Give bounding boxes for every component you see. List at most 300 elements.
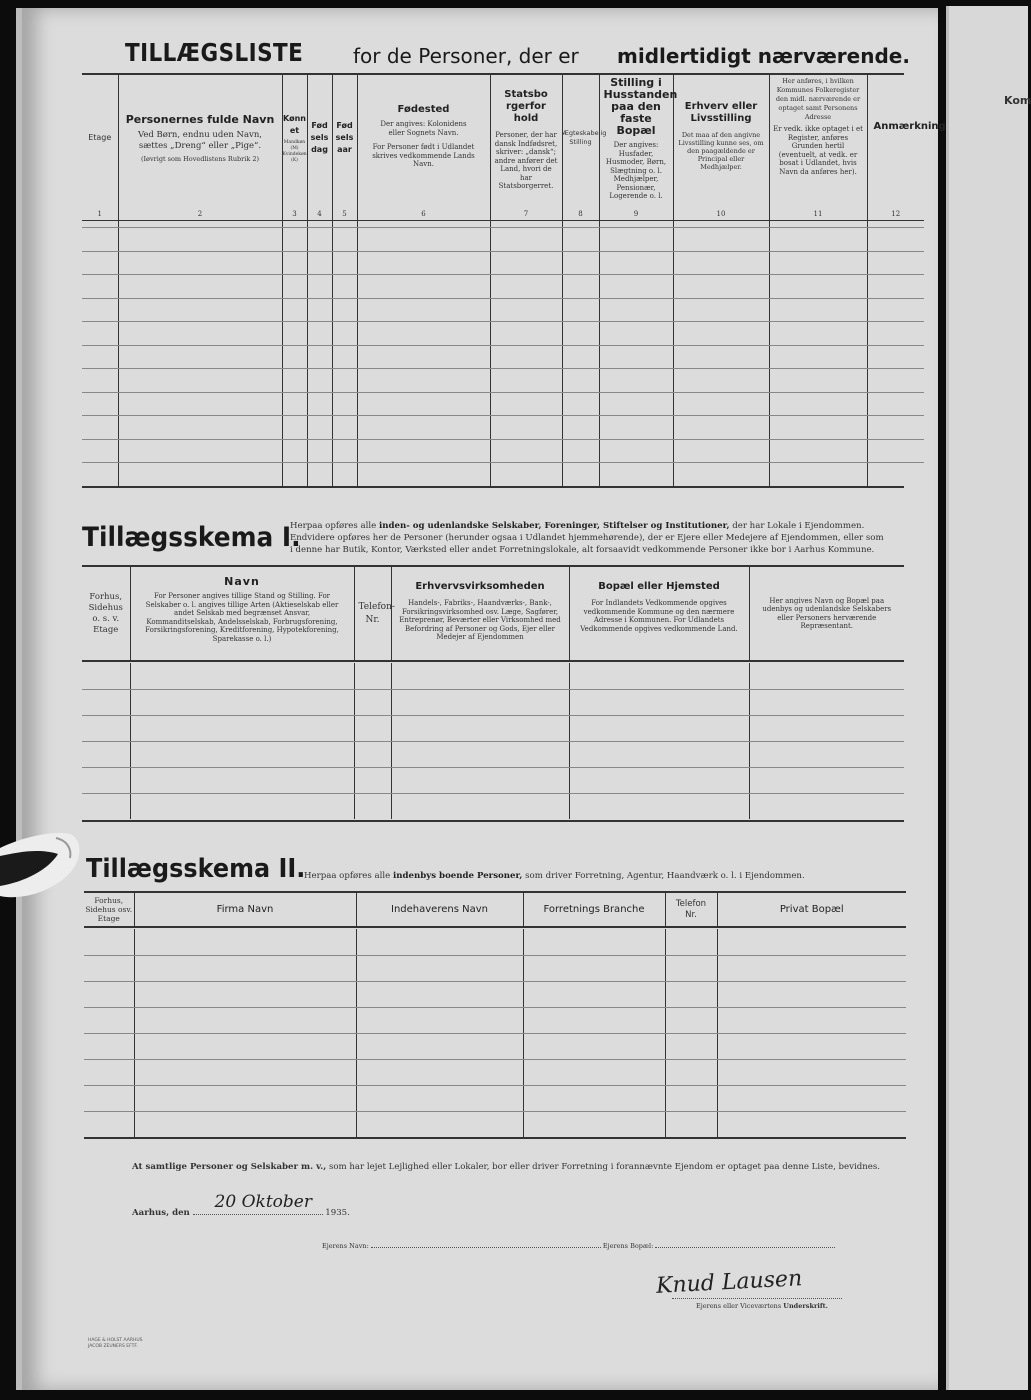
table-cell[interactable] [357, 369, 490, 393]
skema2-col-private: Privat Bopæl [779, 903, 844, 915]
table-cell[interactable] [562, 345, 599, 369]
table-cell[interactable] [391, 715, 569, 741]
table-cell[interactable] [599, 298, 673, 322]
col-etage: Etage [88, 132, 112, 142]
col-name-note: (Iøvrigt som Hovedlistens Rubrik 2) [140, 155, 260, 163]
table-row [82, 392, 924, 416]
table-cell[interactable] [717, 981, 906, 1007]
table-cell[interactable] [134, 1085, 356, 1111]
table-cell[interactable] [673, 251, 769, 275]
table-cell[interactable] [354, 715, 391, 741]
skema2-col-etage: Forhus, Sidehus osv. Etage [85, 896, 133, 923]
table-cell[interactable] [599, 439, 673, 463]
table-row [84, 1111, 906, 1137]
table-cell[interactable] [332, 251, 357, 275]
table-cell[interactable] [84, 955, 134, 981]
table-cell[interactable] [769, 275, 867, 299]
table-cell[interactable] [282, 369, 307, 393]
owner-name-label: Ejerens Navn: [322, 1242, 369, 1250]
table-cell[interactable] [282, 392, 307, 416]
table-cell[interactable] [282, 345, 307, 369]
table-cell[interactable] [867, 416, 924, 440]
table-cell[interactable] [562, 275, 599, 299]
table-cell[interactable] [307, 251, 332, 275]
table-cell[interactable] [562, 439, 599, 463]
table-cell[interactable] [307, 275, 332, 299]
table-cell[interactable] [523, 929, 665, 955]
table-cell[interactable] [354, 689, 391, 715]
table-cell[interactable] [769, 251, 867, 275]
table-cell[interactable] [717, 1033, 906, 1059]
signature-label-pre: Ejerens eller Viceværtens [696, 1302, 782, 1310]
skema1-title: Tillægsskema I. [82, 522, 301, 553]
table-cell[interactable] [118, 392, 282, 416]
table-cell[interactable] [391, 663, 569, 689]
table-cell[interactable] [118, 322, 282, 346]
table-cell[interactable] [769, 463, 867, 487]
table-cell[interactable] [665, 1059, 717, 1085]
table-cell[interactable] [357, 322, 490, 346]
table-cell[interactable] [82, 793, 130, 819]
table-cell[interactable] [769, 204, 867, 228]
col-birthplace: Fødested [397, 104, 450, 115]
table-cell[interactable] [118, 298, 282, 322]
table-cell[interactable] [769, 439, 867, 463]
table-cell[interactable] [84, 1059, 134, 1085]
table-cell[interactable] [354, 663, 391, 689]
table-cell[interactable] [769, 392, 867, 416]
table-cell[interactable] [867, 439, 924, 463]
signature-label [696, 1302, 828, 1310]
table-row [82, 251, 924, 275]
table-cell[interactable] [134, 1059, 356, 1085]
table-cell[interactable] [356, 955, 523, 981]
table-cell[interactable] [867, 251, 924, 275]
table-cell[interactable] [391, 793, 569, 819]
skema2-header [84, 893, 906, 927]
table-cell[interactable] [569, 663, 749, 689]
table-cell[interactable] [867, 392, 924, 416]
table-cell[interactable] [769, 322, 867, 346]
col-household-sub: Der angives: Husfader, Husmoder, Børn, Slægtning o. l. Medhjælper, Pensionær, Logerende o. l. [605, 141, 667, 200]
table-cell[interactable] [490, 275, 562, 299]
date-year: 1935. [325, 1208, 350, 1218]
table-cell[interactable] [599, 204, 673, 228]
table-cell[interactable] [84, 1111, 134, 1137]
declaration-bold: At samtlige Personer og Selskaber m. v., [132, 1162, 327, 1172]
table-cell[interactable] [130, 741, 354, 767]
table-cell[interactable] [282, 298, 307, 322]
table-cell[interactable] [490, 322, 562, 346]
table-cell[interactable] [307, 345, 332, 369]
table-cell[interactable] [717, 1007, 906, 1033]
table-cell[interactable] [134, 981, 356, 1007]
table-cell[interactable] [84, 1033, 134, 1059]
table-cell[interactable] [356, 1085, 523, 1111]
table-cell[interactable] [673, 439, 769, 463]
table-cell[interactable] [332, 228, 357, 252]
table-cell[interactable] [357, 228, 490, 252]
owner-address-label: Ejerens Bopæl: [602, 1242, 654, 1250]
table-row [82, 663, 904, 689]
table-cell[interactable] [562, 251, 599, 275]
col-name-sub: Ved Børn, endnu uden Navn, sættes „Dreng“ eller „Pige“. [137, 130, 263, 151]
table-cell[interactable] [307, 298, 332, 322]
skema2-col-firm: Firma Navn [216, 903, 274, 915]
table-row [82, 369, 924, 393]
table-cell[interactable] [569, 689, 749, 715]
signature: Knud Lausen [655, 1266, 803, 1299]
table-cell[interactable] [82, 715, 130, 741]
table-cell[interactable] [673, 416, 769, 440]
table-cell[interactable] [134, 929, 356, 955]
table-cell[interactable] [391, 741, 569, 767]
table-cell[interactable] [562, 228, 599, 252]
table-cell[interactable] [673, 345, 769, 369]
main-table-bottom-rule [82, 486, 904, 488]
table-cell[interactable] [356, 981, 523, 1007]
table-cell[interactable] [357, 298, 490, 322]
table-cell[interactable] [562, 463, 599, 487]
table-cell[interactable] [357, 251, 490, 275]
table-cell[interactable] [357, 463, 490, 487]
table-cell[interactable] [523, 1059, 665, 1085]
table-cell[interactable] [82, 251, 118, 275]
col-register: Her anføres, i hvilken Kommunes Folkeregister den midl. nærværende er optaget samt Personens Adresse [775, 77, 861, 121]
skema1-table [82, 567, 904, 662]
table-cell[interactable] [357, 439, 490, 463]
table-cell[interactable] [599, 251, 673, 275]
table-cell[interactable] [82, 416, 118, 440]
table-cell[interactable] [569, 741, 749, 767]
table-cell[interactable] [717, 1085, 906, 1111]
table-row [84, 1007, 906, 1033]
table-row [82, 228, 924, 252]
table-cell[interactable] [134, 1033, 356, 1059]
table-cell[interactable] [867, 204, 924, 228]
skema1-instructions [290, 520, 910, 556]
table-cell[interactable] [307, 416, 332, 440]
skema1-col-representative: Her angives Navn og Bopæl paa udenbys og udenlandske Selskabers eller Personers herværende Repræsentant. [762, 596, 892, 630]
table-cell[interactable] [130, 689, 354, 715]
col-num: 5 [342, 209, 347, 218]
table-cell[interactable] [82, 298, 118, 322]
title-main: TILLÆGSLISTE [125, 38, 304, 67]
table-cell[interactable] [82, 439, 118, 463]
table-cell[interactable] [673, 392, 769, 416]
skema2-text: Herpaa opføres alle [304, 871, 391, 881]
table-cell[interactable] [118, 275, 282, 299]
table-row [84, 981, 906, 1007]
table-cell[interactable] [307, 392, 332, 416]
table-cell[interactable] [717, 1111, 906, 1137]
table-cell[interactable] [769, 298, 867, 322]
table-cell[interactable] [673, 298, 769, 322]
table-cell[interactable] [134, 955, 356, 981]
table-cell[interactable] [562, 204, 599, 228]
skema1-text: Herpaa opføres alle [290, 521, 377, 531]
table-cell[interactable] [490, 204, 562, 228]
table-cell[interactable] [130, 767, 354, 793]
table-cell[interactable] [562, 322, 599, 346]
table-cell[interactable] [356, 1007, 523, 1033]
table-cell[interactable] [523, 981, 665, 1007]
table-cell[interactable] [599, 345, 673, 369]
table-cell[interactable] [82, 463, 118, 487]
table-cell[interactable] [130, 715, 354, 741]
table-cell[interactable] [82, 275, 118, 299]
table-cell[interactable] [867, 322, 924, 346]
table-cell[interactable] [490, 392, 562, 416]
skema1-text: der har Lokale i Ejendommen. [732, 521, 865, 531]
table-cell[interactable] [769, 416, 867, 440]
date-field [193, 1192, 323, 1215]
table-cell[interactable] [665, 1085, 717, 1111]
main-table-body [82, 204, 924, 486]
col-birthday: Fødselsdag [310, 120, 329, 154]
skema1-header [82, 567, 904, 661]
table-cell[interactable] [82, 663, 130, 689]
col-gender-sub: Mandkøn (M) Kvindekøn (K) [282, 140, 307, 163]
table-cell[interactable] [332, 345, 357, 369]
table-cell[interactable] [354, 793, 391, 819]
col-birthplace-sub: Der angives: Kolonidens eller Sognets Navn. [380, 120, 467, 137]
table-cell[interactable] [282, 463, 307, 487]
col-num: 11 [813, 209, 823, 218]
table-cell[interactable] [599, 416, 673, 440]
table-cell[interactable] [867, 463, 924, 487]
col-occupation-sub: Det maa af den angivne Livsstilling kunne ses, om den paagældende er Principal eller Medhjælper. [678, 131, 764, 171]
skema1-col-business-sub: Handels-, Fabriks-, Haandværks-, Bank-, Forsikringsvirksomhed osv. Læge, Sagfører, Entreprenør, Beværter eller Virksomhed med Befordring af Personer og Gods, Ejer eller Medejer af Ejendommen [399, 599, 561, 641]
table-cell[interactable] [357, 345, 490, 369]
col-name: Personernes fulde Navn [125, 113, 275, 126]
thumb-image [0, 830, 82, 900]
table-cell[interactable] [282, 416, 307, 440]
table-cell[interactable] [490, 463, 562, 487]
table-cell[interactable] [769, 369, 867, 393]
table-cell[interactable] [118, 416, 282, 440]
table-row [82, 689, 904, 715]
table-cell[interactable] [665, 981, 717, 1007]
table-cell[interactable] [84, 1007, 134, 1033]
table-cell[interactable] [357, 392, 490, 416]
table-cell[interactable] [749, 793, 904, 819]
main-table [82, 75, 946, 221]
table-cell[interactable] [118, 251, 282, 275]
table-cell[interactable] [599, 463, 673, 487]
table-cell[interactable] [749, 715, 904, 741]
table-cell[interactable] [354, 741, 391, 767]
table-cell[interactable] [569, 715, 749, 741]
skema2-col-owner: Indehaverens Navn [391, 903, 488, 915]
table-cell[interactable] [523, 1111, 665, 1137]
table-cell[interactable] [490, 416, 562, 440]
table-cell[interactable] [282, 228, 307, 252]
table-cell[interactable] [673, 369, 769, 393]
table-cell[interactable] [332, 275, 357, 299]
table-cell[interactable] [118, 463, 282, 487]
table-cell[interactable] [769, 228, 867, 252]
table-row [82, 204, 924, 228]
table-cell[interactable] [84, 1085, 134, 1111]
table-cell[interactable] [673, 322, 769, 346]
table-cell[interactable] [569, 793, 749, 819]
skema1-text-line2: Endvidere opføres her de Personer (herunder ogsaa i Udlandet hjemmehørende), der er Ejere eller Medejere af Ejendommen, eller som [290, 533, 884, 543]
table-cell[interactable] [307, 228, 332, 252]
main-table-header [82, 75, 924, 201]
table-cell[interactable] [665, 955, 717, 981]
table-cell[interactable] [490, 228, 562, 252]
table-cell[interactable] [118, 439, 282, 463]
table-cell[interactable] [523, 955, 665, 981]
table-cell[interactable] [118, 345, 282, 369]
table-cell[interactable] [599, 275, 673, 299]
table-cell[interactable] [490, 345, 562, 369]
table-cell[interactable] [867, 228, 924, 252]
table-cell[interactable] [562, 298, 599, 322]
table-cell[interactable] [867, 298, 924, 322]
table-cell[interactable] [282, 204, 307, 228]
table-cell[interactable] [134, 1007, 356, 1033]
table-cell[interactable] [118, 369, 282, 393]
table-cell[interactable] [307, 439, 332, 463]
table-cell[interactable] [673, 228, 769, 252]
table-cell[interactable] [282, 251, 307, 275]
table-row [82, 322, 924, 346]
table-cell[interactable] [599, 392, 673, 416]
table-cell[interactable] [357, 204, 490, 228]
table-cell[interactable] [332, 439, 357, 463]
table-cell[interactable] [673, 204, 769, 228]
table-cell[interactable] [523, 1033, 665, 1059]
table-cell[interactable] [307, 369, 332, 393]
table-cell[interactable] [749, 689, 904, 715]
table-row [82, 767, 904, 793]
col-marital: Ægteskabelig Stilling [562, 128, 607, 146]
table-cell[interactable] [673, 275, 769, 299]
signature-line [672, 1298, 842, 1299]
table-cell[interactable] [332, 463, 357, 487]
form-title [125, 38, 910, 68]
table-cell[interactable] [391, 767, 569, 793]
table-cell[interactable] [118, 228, 282, 252]
col-num: 12 [891, 209, 901, 218]
table-cell[interactable] [562, 369, 599, 393]
table-cell[interactable] [717, 929, 906, 955]
table-cell[interactable] [562, 416, 599, 440]
table-cell[interactable] [134, 1111, 356, 1137]
table-cell[interactable] [599, 322, 673, 346]
title-bold: midlertidigt nærværende. [617, 44, 910, 68]
table-cell[interactable] [282, 439, 307, 463]
table-cell[interactable] [665, 1007, 717, 1033]
table-cell[interactable] [562, 392, 599, 416]
table-cell[interactable] [130, 793, 354, 819]
table-cell[interactable] [82, 345, 118, 369]
table-cell[interactable] [749, 767, 904, 793]
skema2-col-branch: Forretnings Branche [543, 903, 645, 915]
table-cell[interactable] [332, 204, 357, 228]
table-cell[interactable] [332, 416, 357, 440]
table-cell[interactable] [332, 298, 357, 322]
table-cell[interactable] [569, 767, 749, 793]
table-cell[interactable] [357, 416, 490, 440]
table-cell[interactable] [282, 275, 307, 299]
table-cell[interactable] [523, 1085, 665, 1111]
table-cell[interactable] [354, 767, 391, 793]
table-cell[interactable] [665, 1033, 717, 1059]
col-num: 10 [716, 209, 726, 218]
table-cell[interactable] [282, 322, 307, 346]
owner-line [322, 1242, 835, 1250]
table-cell[interactable] [82, 322, 118, 346]
table-cell[interactable] [356, 1033, 523, 1059]
table-cell[interactable] [717, 1059, 906, 1085]
table-cell[interactable] [357, 275, 490, 299]
table-cell[interactable] [82, 392, 118, 416]
printer-mark: HAGE & HOLST AARHUS JACOB ZEUNERS EFTF. [88, 1338, 143, 1349]
table-row [82, 416, 924, 440]
table-cell[interactable] [867, 275, 924, 299]
table-cell[interactable] [490, 251, 562, 275]
table-row [84, 955, 906, 981]
table-cell[interactable] [130, 663, 354, 689]
table-cell[interactable] [332, 369, 357, 393]
table-cell[interactable] [356, 1059, 523, 1085]
table-cell[interactable] [490, 298, 562, 322]
table-cell[interactable] [749, 663, 904, 689]
table-cell[interactable] [82, 369, 118, 393]
table-cell[interactable] [391, 689, 569, 715]
table-cell[interactable] [307, 204, 332, 228]
table-row [82, 298, 924, 322]
table-cell[interactable] [82, 689, 130, 715]
col-remarks: Anmærkning [873, 121, 946, 132]
table-row [82, 793, 904, 819]
table-cell[interactable] [599, 228, 673, 252]
table-cell[interactable] [769, 345, 867, 369]
table-cell[interactable] [118, 204, 282, 228]
table-cell[interactable] [332, 322, 357, 346]
skema1-text-line3: i denne har Butik, Kontor, Værksted eller andet Forretningslokale, alt forsaavidt vedkommende Personer ikke bor i Aarhus Kommune. [290, 545, 875, 555]
table-cell[interactable] [867, 369, 924, 393]
table-cell[interactable] [523, 1007, 665, 1033]
table-cell[interactable] [665, 929, 717, 955]
skema1-col-address-sub: For Indlandets Vedkommende opgives vedkommende Kommune og den nærmere Adresse i Kommunen. For Udlandets Vedkommende opgives vedkommende Land. [580, 599, 738, 633]
skema1-col-name-sub: For Personer angives tillige Stand og Stilling. For Selskaber o. l. angives tillige Arten (Aktieselskab eller andet Selskab med begrænset Ansvar, Kommanditselskab, Andelsselskab, Forbrugsforening, Forsikringsforening, Kreditforening, Hypotekforening, Sparekasse o. l.) [145, 592, 339, 643]
table-cell[interactable] [307, 463, 332, 487]
table-cell[interactable] [84, 981, 134, 1007]
table-cell[interactable] [749, 741, 904, 767]
table-cell[interactable] [82, 741, 130, 767]
table-cell[interactable] [82, 204, 118, 228]
table-cell[interactable] [599, 369, 673, 393]
table-cell[interactable] [356, 1111, 523, 1137]
table-cell[interactable] [673, 463, 769, 487]
table-cell[interactable] [490, 439, 562, 463]
table-cell[interactable] [867, 345, 924, 369]
table-cell[interactable] [82, 228, 118, 252]
table-cell[interactable] [717, 955, 906, 981]
skema2-body [84, 929, 906, 1137]
table-cell[interactable] [356, 929, 523, 955]
table-cell[interactable] [307, 322, 332, 346]
table-cell[interactable] [82, 767, 130, 793]
table-cell[interactable] [665, 1111, 717, 1137]
table-cell[interactable] [84, 929, 134, 955]
table-cell[interactable] [490, 369, 562, 393]
table-cell[interactable] [332, 392, 357, 416]
